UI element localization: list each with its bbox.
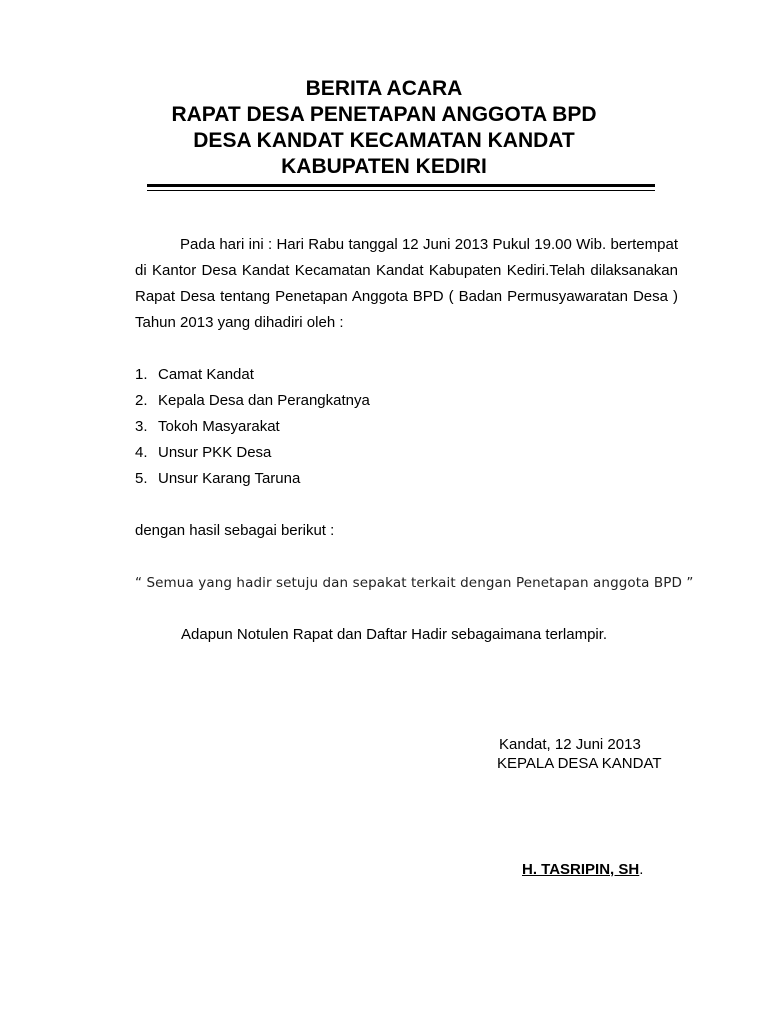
signature-title: KEPALA DESA KANDAT <box>497 755 662 772</box>
signatory-name: H. TASRIPIN, SH <box>522 861 640 878</box>
list-item-number: 4. <box>135 444 148 461</box>
list-item <box>135 362 635 388</box>
title-divider-thick <box>147 184 655 187</box>
title-line-1: BERITA ACARA <box>305 77 463 100</box>
title-divider-thin <box>147 190 655 191</box>
signature-place-date: Kandat, 12 Juni 2013 <box>499 736 641 753</box>
list-item <box>135 388 635 414</box>
title-line-4: KABUPATEN KEDIRI <box>281 155 487 178</box>
list-item-text: Tokoh Masyarakat <box>158 418 280 435</box>
result-intro: dengan hasil sebagai berikut : <box>135 522 335 539</box>
list-item-text: Camat Kandat <box>158 366 254 383</box>
list-item-number: 1. <box>135 366 148 383</box>
signatory-name-suffix: . <box>639 861 644 878</box>
list-item-number: 5. <box>135 470 148 487</box>
list-item-text: Kepala Desa dan Perangkatnya <box>158 392 370 409</box>
title-line-3: DESA KANDAT KECAMATAN KANDAT <box>193 129 575 152</box>
opening-paragraph: Pada hari ini : Hari Rabu tanggal 12 Juni 2013 Pukul 19.00 Wib. bertempat di Kantor Desa Kandat Kecamatan Kandat Kabupaten Kediri.Telah dilaksanakan Rapat Desa tentang Penetapan Anggota BPD ( Badan Permusyawaratan Desa ) Tahun 2013 yang dihadiri oleh : <box>135 236 678 331</box>
list-item-text: Unsur Karang Taruna <box>158 470 301 487</box>
list-item-number: 3. <box>135 418 148 435</box>
list-item <box>135 414 635 440</box>
list-item <box>135 466 635 492</box>
closing-statement: Adapun Notulen Rapat dan Daftar Hadir sebagaimana terlampir. <box>181 626 608 643</box>
document-title <box>0 76 768 180</box>
attendee-list <box>135 362 635 492</box>
list-item-number: 2. <box>135 392 148 409</box>
list-item <box>135 440 635 466</box>
title-line-2: RAPAT DESA PENETAPAN ANGGOTA BPD <box>171 103 597 126</box>
signature-block-name <box>522 860 643 880</box>
list-item-text: Unsur PKK Desa <box>158 444 272 461</box>
result-quote: “ Semua yang hadir setuju dan sepakat terkait dengan Penetapan anggota BPD ” <box>135 575 694 591</box>
